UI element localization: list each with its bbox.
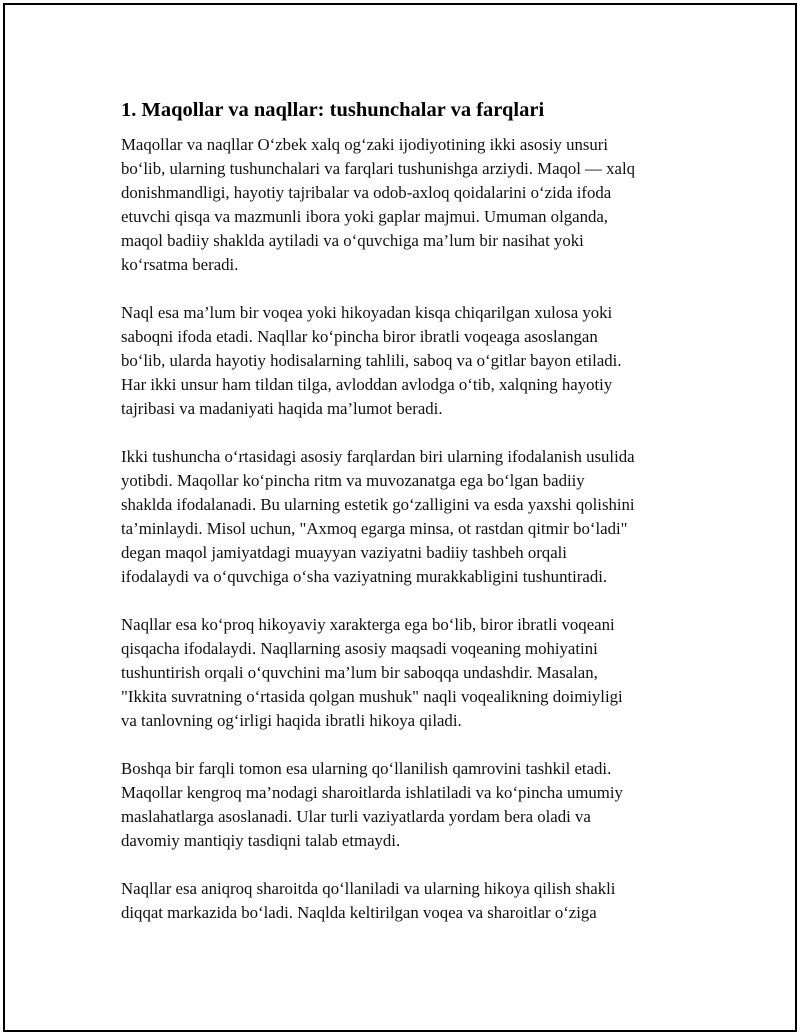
paragraph <box>121 877 693 925</box>
paragraph <box>121 613 693 733</box>
paragraph-list <box>121 133 693 925</box>
text-line: Ikki tushuncha o‘rtasidagi asosiy farqlardan biri ularning ifodalanish usulida <box>121 447 635 466</box>
paragraph <box>121 445 693 589</box>
text-line: davomiy mantiqiy tasdiqni talab etmaydi. <box>121 831 401 850</box>
text-line: maslahatlarga asoslanadi. Ular turli vaziyatlarda yordam bera oladi va <box>121 807 591 826</box>
text-line: Naqllar esa ko‘proq hikoyaviy xarakterga ega bo‘lib, biror ibratli voqeani <box>121 615 615 634</box>
text-line: ifodalaydi va o‘quvchiga o‘sha vaziyatning murakkabligini tushuntiradi. <box>121 567 608 586</box>
text-line: tajribasi va madaniyati haqida ma’lumot beradi. <box>121 399 443 418</box>
text-line: Maqollar kengroq ma’nodagi sharoitlarda ishlatiladi va ko‘pincha umumiy <box>121 783 623 802</box>
document-body <box>121 97 693 949</box>
text-line: donishmandligi, hayotiy tajribalar va odob-axloq qoidalarini o‘zida ifoda <box>121 183 612 202</box>
paragraph <box>121 133 693 277</box>
text-line: ko‘rsatma beradi. <box>121 255 239 274</box>
text-line: tushuntirish orqali o‘quvchini ma’lum bir saboqqa undashdir. Masalan, <box>121 663 598 682</box>
text-line: bo‘lib, ularning tushunchalari va farqlari tushunishga arziydi. Maqol — xalq <box>121 159 636 178</box>
text-line: shaklda ifodalanadi. Bu ularning estetik go‘zalligini va esda yaxshi qolishini <box>121 495 635 514</box>
page-frame <box>3 3 797 1032</box>
text-line: ta’minlaydi. Misol uchun, "Axmoq egarga minsa, ot rastdan qitmir bo‘ladi" <box>121 519 628 538</box>
paragraph <box>121 757 693 853</box>
text-line: diqqat markazida bo‘ladi. Naqlda keltirilgan voqea va sharoitlar o‘ziga <box>121 903 597 922</box>
text-line: yotibdi. Maqollar ko‘pincha ritm va muvozanatga ega bo‘lgan badiiy <box>121 471 585 490</box>
text-line: etuvchi qisqa va mazmunli ibora yoki gaplar majmui. Umuman olganda, <box>121 207 609 226</box>
text-line: Maqollar va naqllar O‘zbek xalq og‘zaki ijodiyotining ikki asosiy unsuri <box>121 135 609 154</box>
text-line: Naqllar esa aniqroq sharoitda qo‘llaniladi va ularning hikoya qilish shakli <box>121 879 616 898</box>
text-line: Har ikki unsur ham tildan tilga, avloddan avlodga o‘tib, xalqning hayotiy <box>121 375 613 394</box>
text-line: maqol badiiy shaklda aytiladi va o‘quvchiga ma’lum bir nasihat yoki <box>121 231 584 250</box>
text-line: qisqacha ifodalaydi. Naqllarning asosiy maqsadi voqeaning mohiyatini <box>121 639 598 658</box>
text-line: "Ikkita suvratning o‘rtasida qolgan mushuk" naqli voqealikning doimiyligi <box>121 687 623 706</box>
text-line: Boshqa bir farqli tomon esa ularning qo‘llanilish qamrovini tashkil etadi. <box>121 759 612 778</box>
text-line: va tanlovning og‘irligi haqida ibratli hikoya qiladi. <box>121 711 462 730</box>
text-line: saboqni ifoda etadi. Naqllar ko‘pincha biror ibratli voqeaga asoslangan <box>121 327 598 346</box>
text-line: degan maqol jamiyatdagi muayyan vaziyatni badiiy tashbeh orqali <box>121 543 567 562</box>
section-heading: 1. Maqollar va naqllar: tushunchalar va farqlari <box>121 99 545 121</box>
paragraph <box>121 301 693 421</box>
text-line: Naql esa ma’lum bir voqea yoki hikoyadan kisqa chiqarilgan xulosa yoki <box>121 303 613 322</box>
text-line: bo‘lib, ularda hayotiy hodisalarning tahlili, saboq va o‘gitlar bayon etiladi. <box>121 351 622 370</box>
